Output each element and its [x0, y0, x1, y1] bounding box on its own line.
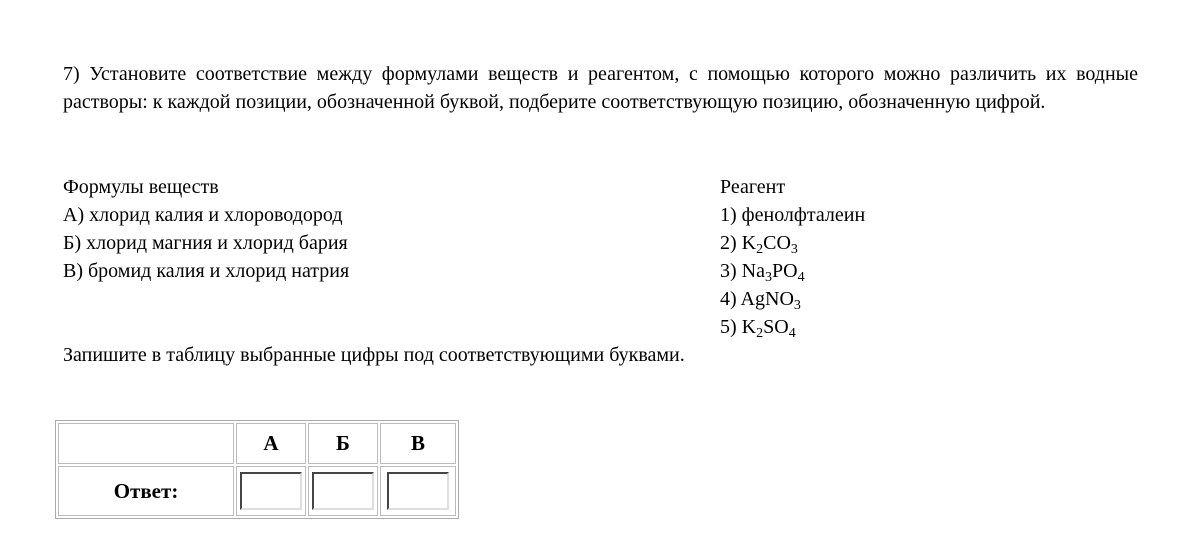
instruction: Запишите в таблицу выбранные цифры под соответствующими буквами. — [63, 344, 685, 366]
substance-v: В) бромид калия и хлорид натрия — [63, 260, 350, 282]
answer-table — [55, 420, 459, 519]
s: 3 — [793, 298, 801, 313]
reagent-header: Реагент — [720, 176, 786, 198]
t: 3) Na — [720, 260, 765, 282]
question-text: 7) Установите соответствие между формулами веществ и реагентом, с помощью которого можно различить их водные растворы: к каждой позиции, обозначенной буквой, подберите соответствующую позицию, обозначенную цифрой. — [63, 63, 1138, 113]
s: 2 — [756, 326, 764, 341]
answer-label: Ответ: — [58, 466, 234, 516]
substance-b: Б) хлорид магния и хлорид бария — [63, 232, 348, 254]
answer-input-a[interactable] — [240, 472, 302, 510]
s: 2 — [756, 242, 764, 257]
cell-b — [308, 466, 378, 516]
t: PO — [771, 260, 798, 282]
reagent-4 — [720, 285, 801, 313]
answer-input-b[interactable] — [312, 472, 374, 510]
s: 3 — [790, 242, 798, 257]
s: 3 — [764, 270, 772, 285]
header-b: Б — [308, 423, 378, 464]
answer-input-v[interactable] — [387, 472, 449, 510]
header-a: А — [236, 423, 306, 464]
s: 4 — [788, 326, 796, 341]
reagent-2 — [720, 229, 798, 257]
cell-a — [236, 466, 306, 516]
t: 2) K — [720, 232, 757, 254]
t: 5) K — [720, 316, 757, 338]
reagent-3 — [720, 257, 805, 285]
t: CO — [763, 232, 791, 254]
reagent-1: 1) фенолфталеин — [720, 204, 866, 226]
t: 4) AgNO — [720, 288, 794, 310]
s: 4 — [797, 270, 805, 285]
substance-a: А) хлорид калия и хлороводород — [63, 204, 343, 226]
t: SO — [763, 316, 789, 338]
substances-header: Формулы веществ — [63, 176, 219, 198]
cell-v — [380, 466, 456, 516]
empty-cell — [58, 423, 234, 464]
reagent-5 — [720, 313, 796, 341]
header-v: В — [380, 423, 456, 464]
